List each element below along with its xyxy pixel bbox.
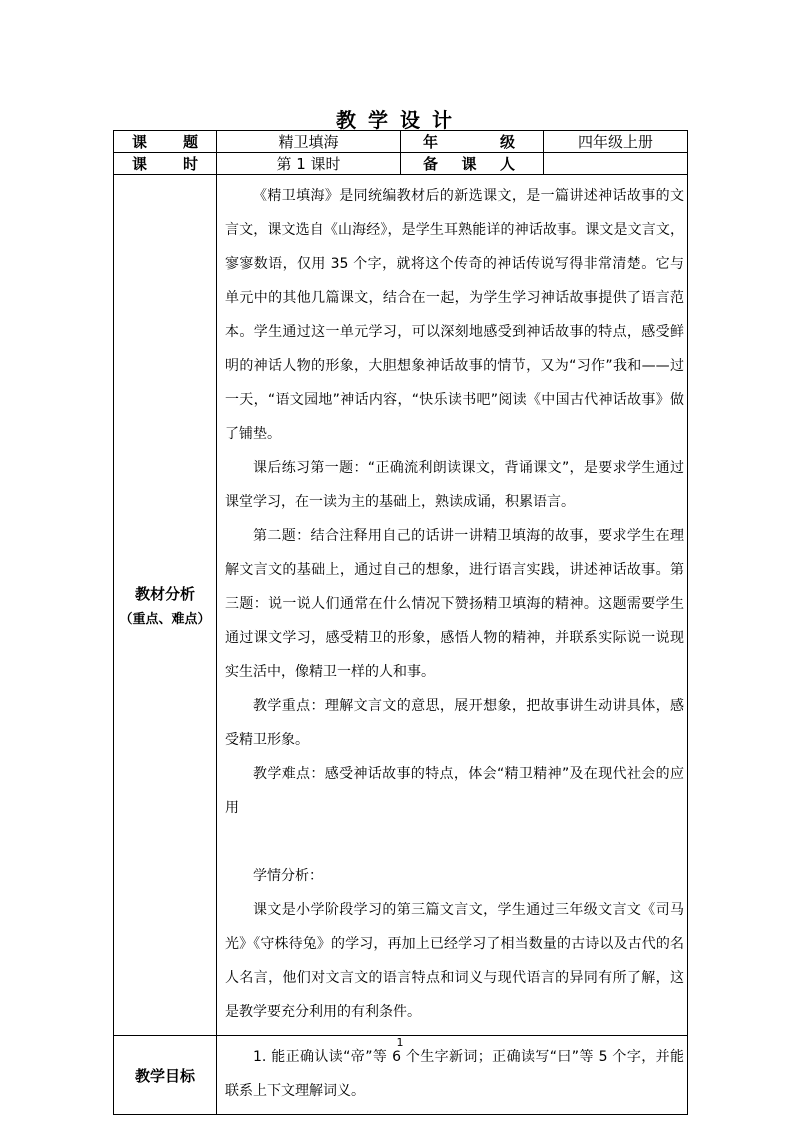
- preparer-label-cell: 备 课 人: [401, 153, 544, 175]
- analysis-label: 教材分析: [134, 585, 195, 603]
- document-title: 教学设计: [336, 108, 464, 132]
- analysis-sublabel: （重点、难点）: [119, 612, 211, 627]
- analysis-paragraph: 教学难点：感受神话故事的特点，体会“精卫精神”及在现代社会的应用: [225, 766, 684, 816]
- goals-label: 教学目标: [114, 1036, 217, 1115]
- topic-value: 精卫填海: [217, 131, 401, 153]
- analysis-paragraph: 课后练习第一题：“正确流利朗读课文，背诵课文”，是要求学生通过课堂学习，在一读为主的基础上，熟读成诵，积累语言。: [225, 460, 684, 510]
- goals-paragraph: 1. 能正确认读“帝”等 6 个生字新词；正确读写“曰”等 5 个字，并能联系上下文理解词义。: [225, 1049, 684, 1099]
- analysis-row: [114, 175, 688, 1036]
- analysis-paragraph: 教学重点：理解文言文的意思，展开想象，把故事讲生动讲具体，感受精卫形象。: [225, 698, 684, 748]
- analysis-paragraph: 《精卫填海》是同统编教材后的新选课文，是一篇讲述神话故事的文言文，课文选自《山海经》，是学生耳熟能详的神话故事。课文是文言文，寥寥数语，仅用 35 个字，就将这个传奇的神话传说写得非常清楚。它与单元中的其他几篇课文，结合在一起，为学生学习神话故事提供了语言范本。学生通过这一单元学习，可以深刻地感受到神话故事的特点，感受鲜明的神话人物的形象，大胆想象神话故事的情节，又为“习作”我和——过一天，“语文园地”神话内容，“快乐读书吧”阅读《中国古代神话故事》做了铺垫。: [225, 188, 684, 442]
- student-analysis-paragraph: 课文是小学阶段学习的第三篇文言文，学生通过三年级文言文《司马光》《守株待兔》的学习，再加上已经学习了相当数量的古诗以及古代的名人名言，他们对文言文的语言特点和词义与现代语言的异同有所了解，这是教学要充分利用的有利条件。: [225, 902, 684, 1020]
- analysis-content: [217, 175, 688, 1036]
- period-label-cell: 课 时: [114, 153, 217, 175]
- spacer: [225, 825, 684, 859]
- analysis-label-cell: [114, 175, 217, 1036]
- header-row-topic: [114, 131, 688, 153]
- period-value: 第 1 课时: [217, 153, 401, 175]
- grade-value: 四年级上册: [544, 131, 688, 153]
- preparer-value[interactable]: [544, 153, 688, 175]
- topic-label-cell: 课 题: [114, 131, 217, 153]
- analysis-paragraph: 第二题：结合注释用自己的话讲一讲精卫填海的故事，要求学生在理解文言文的基础上，通过自己的想象，进行语言实践，讲述神话故事。第三题：说一说人们通常在什么情况下赞扬精卫填海的精神。这题需要学生通过课文学习，感受精卫的形象，感悟人物的精神，并联系实际说一说现实生活中，像精卫一样的人和事。: [225, 528, 684, 680]
- header-row-period: [114, 153, 688, 175]
- lesson-plan-table: [113, 130, 688, 1115]
- page-number: 1: [396, 1036, 404, 1049]
- student-analysis-label: 学情分析：: [253, 868, 323, 884]
- grade-label-cell: 年 级: [401, 131, 544, 153]
